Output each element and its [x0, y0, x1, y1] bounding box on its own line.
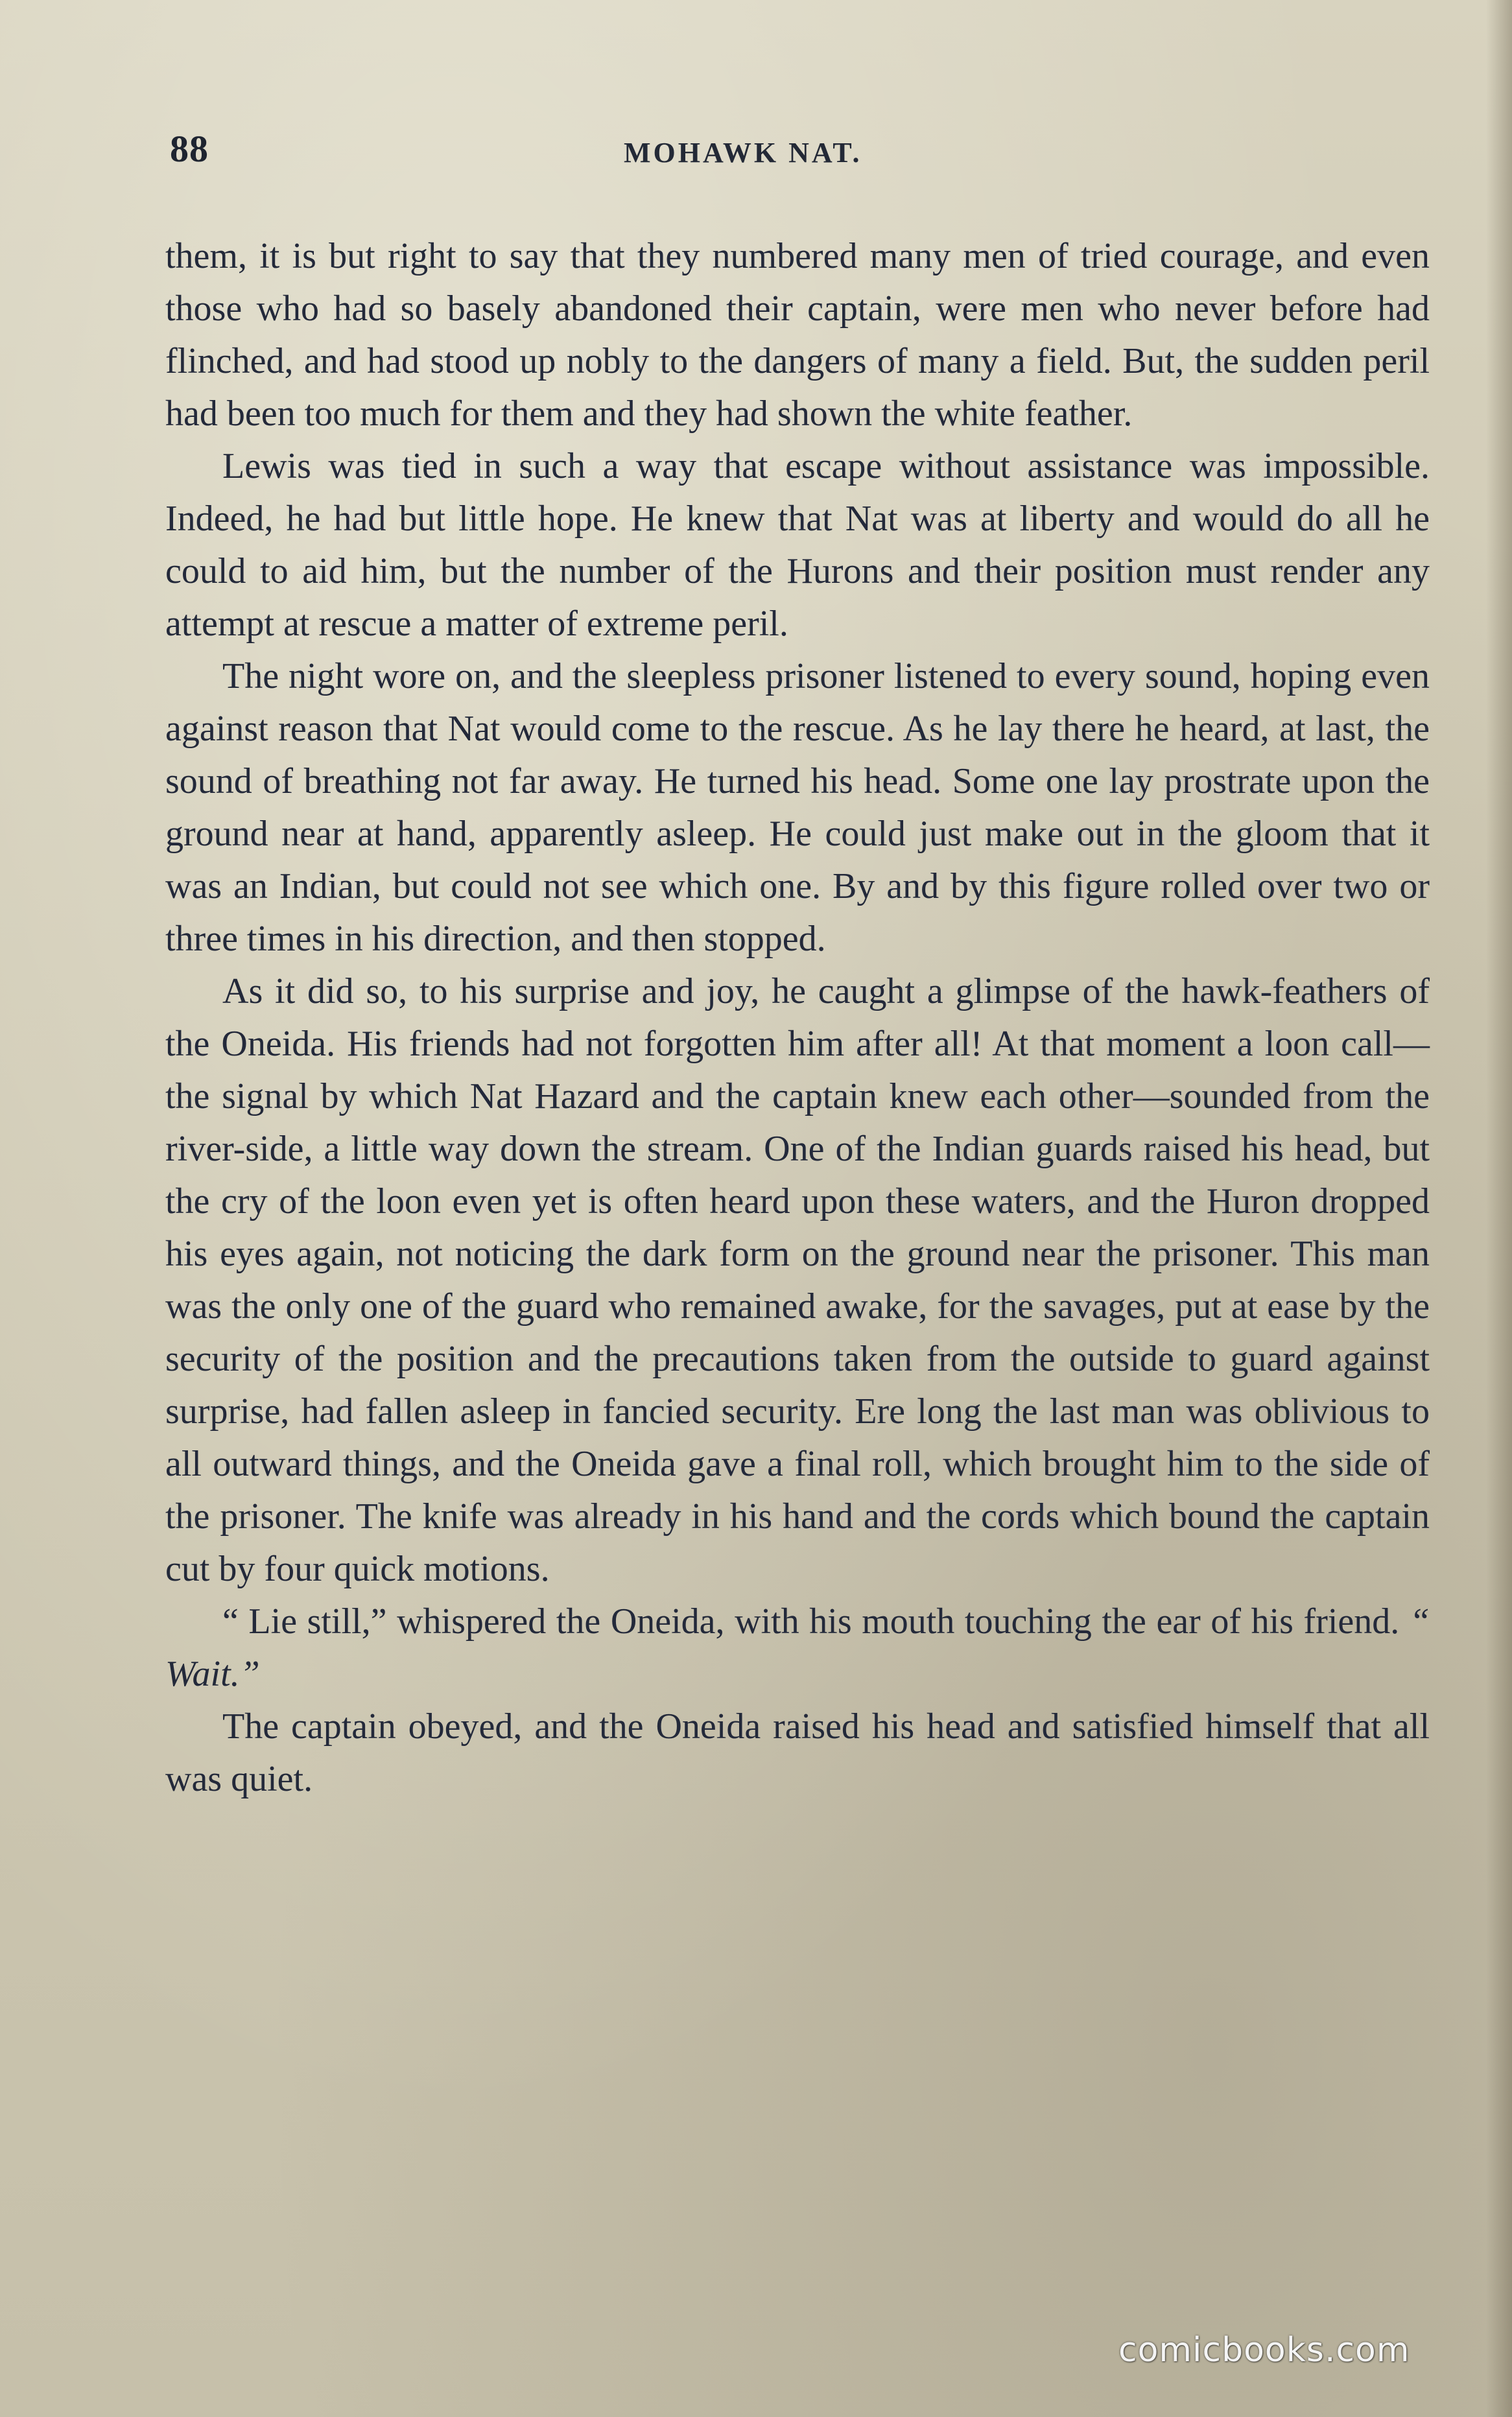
site-watermark: comicbooks.com — [1118, 2331, 1410, 2370]
final-paragraph: The captain obeyed, and the Oneida raised his head and satisfied himself that all was quiet. — [165, 1706, 1430, 1799]
body-text — [165, 230, 1430, 1806]
dialogue-lead: “ Lie still,” whispered the Oneida, with his mouth touching the ear of his friend. — [222, 1601, 1410, 1642]
dialogue-paragraph — [165, 1596, 1430, 1701]
page-edge-shadow — [1486, 0, 1512, 2417]
paragraph: Lewis was tied in such a way that escape without assistance was impossible. Indeed, he had but little hope. He knew that Nat was at liberty and would do all he could to aid him, but the number of the Hurons and their position must render any attempt at rescue a matter of extreme peril. — [165, 446, 1430, 644]
page-number: 88 — [170, 128, 209, 170]
paragraph: The night wore on, and the sleepless prisoner listened to every sound, hoping even against reason that Nat would come to the rescue. As he lay there he heard, at last, the sound of breathing not far away. He turned his head. Some one lay prostrate upon the ground near at hand, apparently asleep. He could just make out in the gloom that it was an Indian, but could not see which one. By and by this figure rolled over two or three times in his direction, and then stopped. — [165, 656, 1430, 959]
dialogue-quote: “ Wait.” — [165, 1601, 1430, 1694]
paragraph: As it did so, to his surprise and joy, he caught a glimpse of the hawk-feathers of the Oneida. His friends had not forgotten him after all! At that moment a loon call—the signal by which Nat Hazard and the captain knew each other—sounded from the river-side, a little way down the stream. One of the Indian guards raised his head, but the cry of the loon even yet is often heard upon these waters, and the Huron dropped his eyes again, not noticing the dark form on the ground near the prisoner. This man was the only one of the guard who remained awake, for the savages, put at ease by the security of the position and the precautions taken from the outside to guard against surprise, had fallen asleep in fancied security. Ere long the last man was oblivious to all outward things, and the Oneida gave a final roll, which brought him to the side of the prisoner. The knife was already in his hand and the cords which bound the captain cut by four quick motions. — [165, 971, 1430, 1589]
page-header — [170, 127, 1421, 185]
running-head: MOHAWK NAT. — [624, 137, 862, 169]
paragraph: them, it is but right to say that they numbered many men of tried courage, and even those who had so basely abandoned their captain, were men who never before had flinched, and had stood up nobly to the dangers of many a field. But, the sudden peril had been too much for them and they had shown the white feather. — [165, 236, 1430, 434]
